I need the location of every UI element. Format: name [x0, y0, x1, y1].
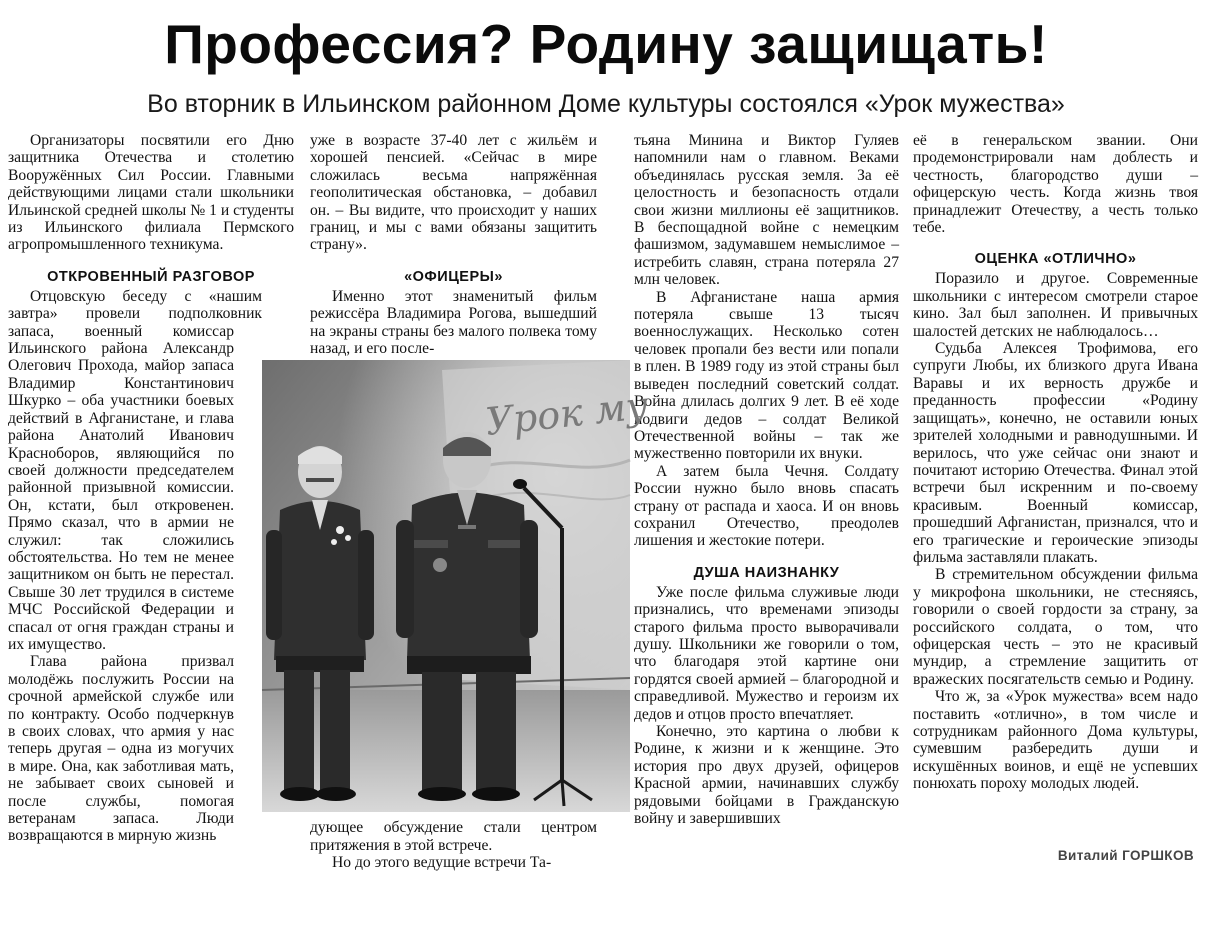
- paragraph: Отцовскую беседу с «нашим завтра» провели подполковник запаса, военный комиссар Ильинского района Александр Олегович Прохода, майор запаса Владимир Константинович Шкурко – оба участники боевых действий в Афганистане, и глава района Анатолий Иванович Красноборов, являющийся по своей должности председателем районной призывной комиссии. Он, кстати, был откровенен. Прямо сказал, что в армии не служил: так сложились обстоятельства. Но тем не менее защитником он быть не перестал. Свыше 30 лет трудился в системе МЧС Российской Федерации и спасал от огня граждан страны и их имущество.: [8, 287, 262, 653]
- paragraph: Именно этот знаменитый фильм режиссёра Владимира Рогова, вышедший на экраны страны без малого полвека тому назад, и его после-: [310, 287, 597, 358]
- photo-wrap-spacer: [262, 288, 294, 332]
- article-photo: [262, 360, 651, 812]
- paragraph: Конечно, это картина о любви к Родине, к жизни и к женщине. Это история про двух друзей, офицеров Красной армии, начинавших службу рядовыми бойцами в Гражданскую войну и завершивших: [634, 723, 899, 828]
- paragraph: А затем была Чечня. Солдату России нужно было вновь спасать страну от распада и хаоса. И он вновь сохранил Отечество, преодолев лишения и жестокие потери.: [634, 462, 899, 550]
- section-heading: ОТКРОВЕННЫЙ РАЗГОВОР: [47, 268, 255, 285]
- paragraph: Поразило и другое. Современные школьники с интересом смотрели старое кино. Зал был заполнен. И привычных шалостей детских не наблюдалось…: [913, 270, 1198, 340]
- column-4: [913, 132, 1198, 793]
- paragraph: дующее обсуждение стали центром притяжения в этой встрече.: [310, 819, 597, 854]
- backdrop-text: Урок му: [483, 383, 651, 444]
- paragraph: Организаторы посвятили его Дню защитника Отечества и столетию Вооружённых Сил России. Главными действующими лицами стали школьники Ильинской средней школы № 1 и студенты из Ильинского филиала Пермского агропромышленного техникума.: [8, 132, 294, 254]
- paragraph: Судьба Алексея Трофимова, его супруги Любы, их близкого друга Ивана Варавы и их верность дружбе и преданность профессии «Родину защищать», конечно, не оставили юных зрителей холодными и равнодушными. И верилось, что уже сейчас они знают и почитают историю Отечества. Финал этой встречи был искренним и по-своему красивым. Военный комиссар, прошедший Афганистан, признался, что и его трагические и героические эпизоды фильма заставляли плакать.: [913, 340, 1198, 566]
- paragraph: В Афганистане наша армия потеряла свыше 13 тысяч военнослужащих. Несколько сотен человек пропали без вести или попали в плен. В 1989 году из этой страны был выведен последний советский солдат. Война длилась долгих 9 лет. В её ходе подвиги дедов – солдат Великой Отечественной войны – так же мужественно повторили их внуки.: [634, 288, 899, 463]
- headline: Профессия? Родину защищать!: [164, 13, 1048, 75]
- paragraph: Что ж, за «Урок мужества» всем надо поставить «отлично», в том числе и сотрудникам районного Дома культуры, сумевшим разбередить души и искушённых воинов, и ещё не успевших понюхать пороху молодых людей.: [913, 688, 1198, 793]
- paragraph: Глава района призвал молодёжь послужить России на срочной армейской службе или по контракту. Особо подчеркнув в своих словах, что армия у нас теперь другая – одна из могучих в мире. Она, как заботливая мать, не забывает своих сыновей и после службы, помогая ветеранам запаса. Люди возвращаются в мирную жизнь: [8, 653, 234, 845]
- author-signature: Виталий ГОРШКОВ: [1057, 848, 1194, 863]
- subheadline: Во вторник в Ильинском районном Доме культуры состоялся «Урок мужества»: [147, 90, 1065, 118]
- paragraph: Уже после фильма служивые люди признались, что временами эпизоды старого фильма просто выворачивали душу. Школьники же говорили о том, что благодаря этой картине они гордятся своей армией – благородной и справедливой. Мужество и героизм их дедов и отцов просто впечатляет.: [634, 583, 899, 723]
- column-1: [8, 132, 294, 845]
- paragraph: В стремительном обсуждении фильма у микрофона школьники, не стесняясь, говорили о своей гордости за страну, за российского солдата, о том, что офицерская честь – это не красивый мундир, а стремление защитить от вражеских посягательств семью и Родину.: [913, 566, 1198, 688]
- paragraph: уже в возрасте 37-40 лет с жильём и хорошей пенсией. «Сейчас в мире сложилась весьма напряжённая геополитическая обстановка, – добавил он. – Вы видите, что происходит у наших границ, и мы с вами обязаны защитить страну».: [310, 132, 597, 254]
- section-heading: ДУША НАИЗНАНКУ: [693, 564, 840, 581]
- paragraph: тьяна Минина и Виктор Гуляев напомнили нам о главном. Веками объединялась русская земля. За её целостность и безопасность отдали свои жизни миллионы её защитников. В беспощадной войне с немецким фашизмом, задумавшем немыслимое – истребить славян, страна потеряла 27 млн человек.: [634, 132, 899, 289]
- paragraph: Но до этого ведущие встречи Та-: [332, 854, 552, 872]
- paragraph: её в генеральском звании. Они продемонстрировали нам доблесть и честность, благородство души – офицерскую честь. Когда жизнь твоя принадлежит Отечеству, а честь только тебе.: [913, 132, 1198, 237]
- section-heading: «ОФИЦЕРЫ»: [404, 268, 503, 285]
- section-heading: ОЦЕНКА «ОТЛИЧНО»: [974, 251, 1137, 268]
- photo-illustration: [262, 360, 651, 812]
- column-3: [612, 132, 899, 952]
